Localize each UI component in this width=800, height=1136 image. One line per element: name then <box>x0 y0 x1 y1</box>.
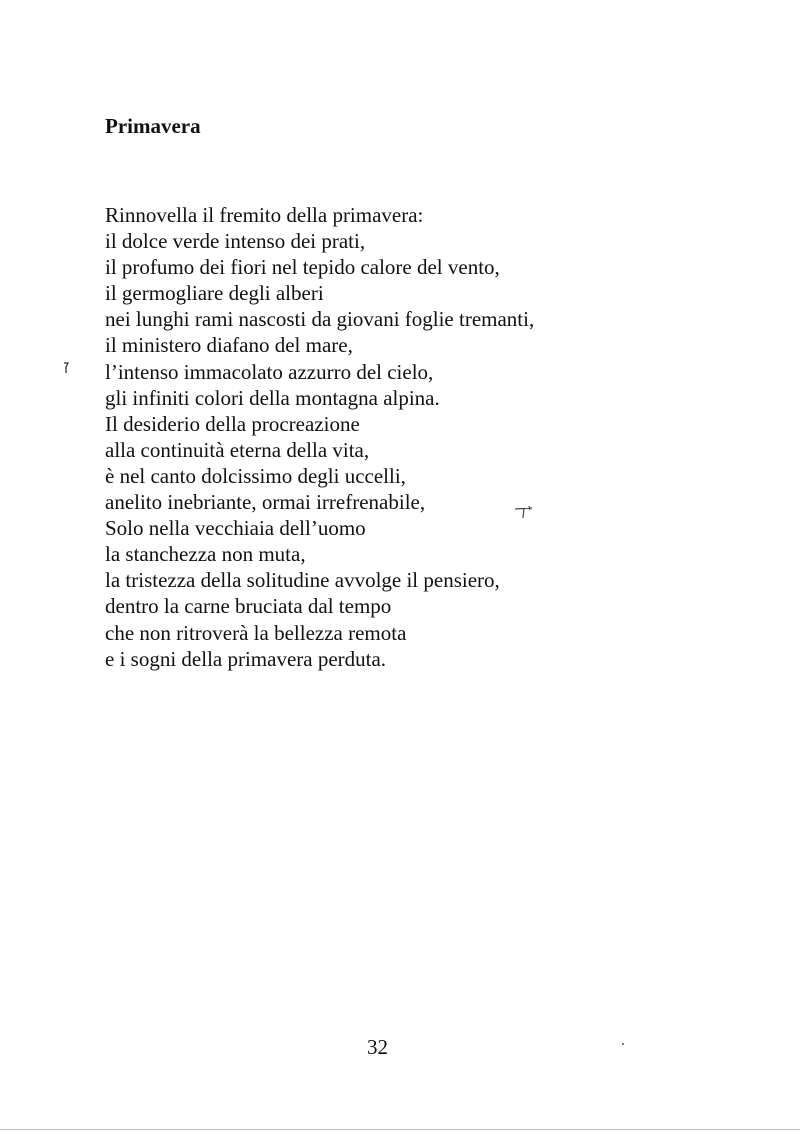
page-number: 32 <box>367 1035 388 1059</box>
poem-line: Solo nella vecchiaia dell’uomo <box>105 516 366 541</box>
poem-line: è nel canto dolcissimo degli uccelli, <box>105 463 406 488</box>
poem-line: alla continuità eterna della vita, <box>105 437 370 462</box>
poem-line: la stanchezza non muta, <box>105 542 306 567</box>
poem-body <box>105 202 534 672</box>
poem-line: Il desiderio della procreazione <box>105 411 360 436</box>
poem-line: la tristezza della solitudine avvolge il pensiero, <box>105 568 500 593</box>
poem-line: dentro la carne bruciata dal tempo <box>105 594 392 619</box>
poem-line: l’intenso immacolato azzurro del cielo, <box>105 359 434 384</box>
scan-mark-left <box>62 362 70 378</box>
scan-dot <box>622 1043 624 1045</box>
poem-line: il germogliare degli alberi <box>105 281 324 306</box>
poem-line: nei lunghi rami nascosti da giovani foglie tremanti, <box>105 307 535 332</box>
scan-mark-right <box>514 505 534 523</box>
poem-line: il ministero diafano del mare, <box>105 333 353 358</box>
poem-line: e i sogni della primavera perduta. <box>105 646 387 671</box>
poem-line: anelito inebriante, ormai irrefrenabile, <box>105 490 426 515</box>
poem-line: il profumo dei fiori nel tepido calore del vento, <box>105 255 500 280</box>
poem-line: gli infiniti colori della montagna alpina. <box>105 385 440 410</box>
poem-line: il dolce verde intenso dei prati, <box>105 229 366 254</box>
poem-line: che non ritroverà la bellezza remota <box>105 620 407 645</box>
poem-line: Rinnovella il fremito della primavera: <box>105 203 424 227</box>
poem-title: Primavera <box>105 114 201 138</box>
page-edge-line <box>0 1129 800 1130</box>
